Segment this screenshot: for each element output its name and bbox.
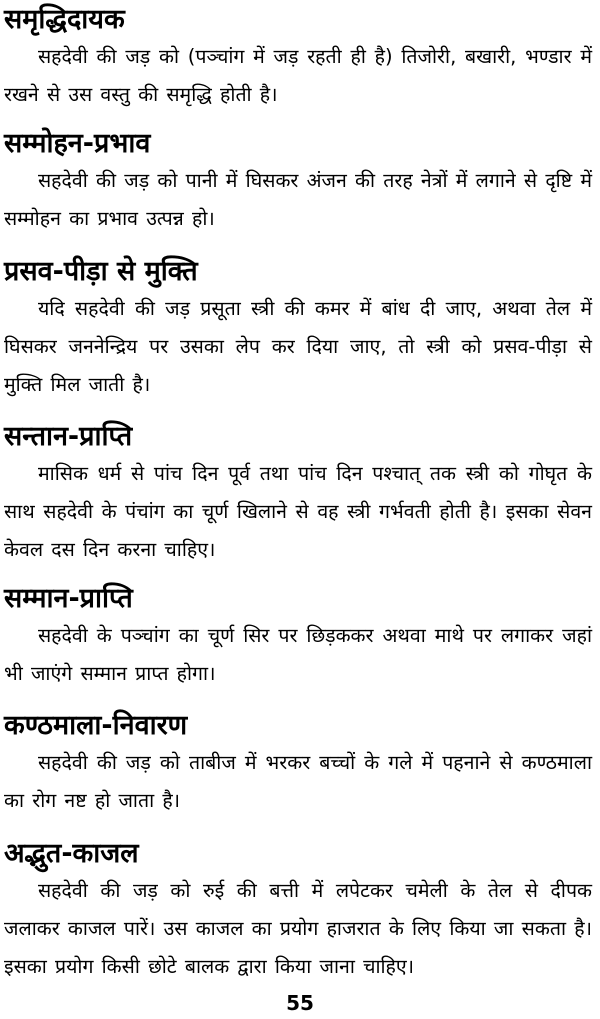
section-heading: प्रसव-पीड़ा से मुक्ति: [4, 256, 198, 287]
section-heading: कण्ठमाला-निवारण: [4, 710, 188, 741]
section-heading: अद्भुत-काजल: [4, 838, 139, 869]
section-heading: सम्मोहन-प्रभाव: [4, 128, 151, 159]
section-heading: सम्मान-प्राप्ति: [4, 583, 133, 614]
section-samriddhidayak: [4, 2, 592, 126]
section-paragraph: सहदेवी की जड़ को ताबीज में भरकर बच्चों के गले में पहनाने से कण्ठमाला का रोग नष्ट हो जाता है।: [4, 751, 592, 812]
section-kanthmala-nivaran: [4, 708, 592, 836]
section-samman-prapti: [4, 581, 592, 708]
section-heading: समृद्धिदायक: [4, 4, 125, 35]
section-santan-prapti: [4, 419, 592, 581]
section-paragraph: सहदेवी की जड़ को रुई की बत्ती में लपेटकर चमेली के तेल से दीपक जलाकर काजल पारें। उस काजल का प्रयोग हाजरात के लिए किया जा सकता है। इसका प्रयोग किसी छोटे बालक द्वारा किया जाना चाहिए।: [4, 879, 592, 978]
section-paragraph: सहदेवी की जड़ को (पञ्चांग में जड़ रहती ही है) तिजोरी, बखारी, भण्डार में रखने से उस वस्तु की समृद्धि होती है।: [4, 45, 592, 106]
section-paragraph: सहदेवी के पञ्चांग का चूर्ण सिर पर छिड़ककर अथवा माथे पर लगाकर जहां भी जाएंगे सम्मान प्राप्त होगा।: [4, 624, 592, 685]
section-adbhut-kajal: [4, 836, 592, 986]
section-paragraph: मासिक धर्म से पांच दिन पूर्व तथा पांच दिन पश्चात् तक स्त्री को गोघृत के साथ सहदेवी के पंचांग का चूर्ण खिलाने से वह स्त्री गर्भवती होती है। इसका सेवन केवल दस दिन करना चाहिए।: [4, 462, 592, 561]
page-number: 55: [286, 991, 314, 1015]
section-heading: सन्तान-प्राप्ति: [4, 421, 133, 452]
section-paragraph: सहदेवी की जड़ को पानी में घिसकर अंजन की तरह नेत्रों में लगाने से दृष्टि में सम्मोहन का प्रभाव उत्पन्न हो।: [4, 169, 592, 230]
section-prasav-peeda-se-mukti: [4, 254, 592, 419]
section-paragraph: यदि सहदेवी की जड़ प्रसूता स्त्री की कमर में बांध दी जाए, अथवा तेल में घिसकर जननेन्द्रिय पर उसका लेप कर दिया जाए, तो स्त्री को प्रसव-पीड़ा से मुक्ति मिल जाती है।: [4, 297, 592, 396]
section-sammohan-prabhav: [4, 126, 592, 254]
